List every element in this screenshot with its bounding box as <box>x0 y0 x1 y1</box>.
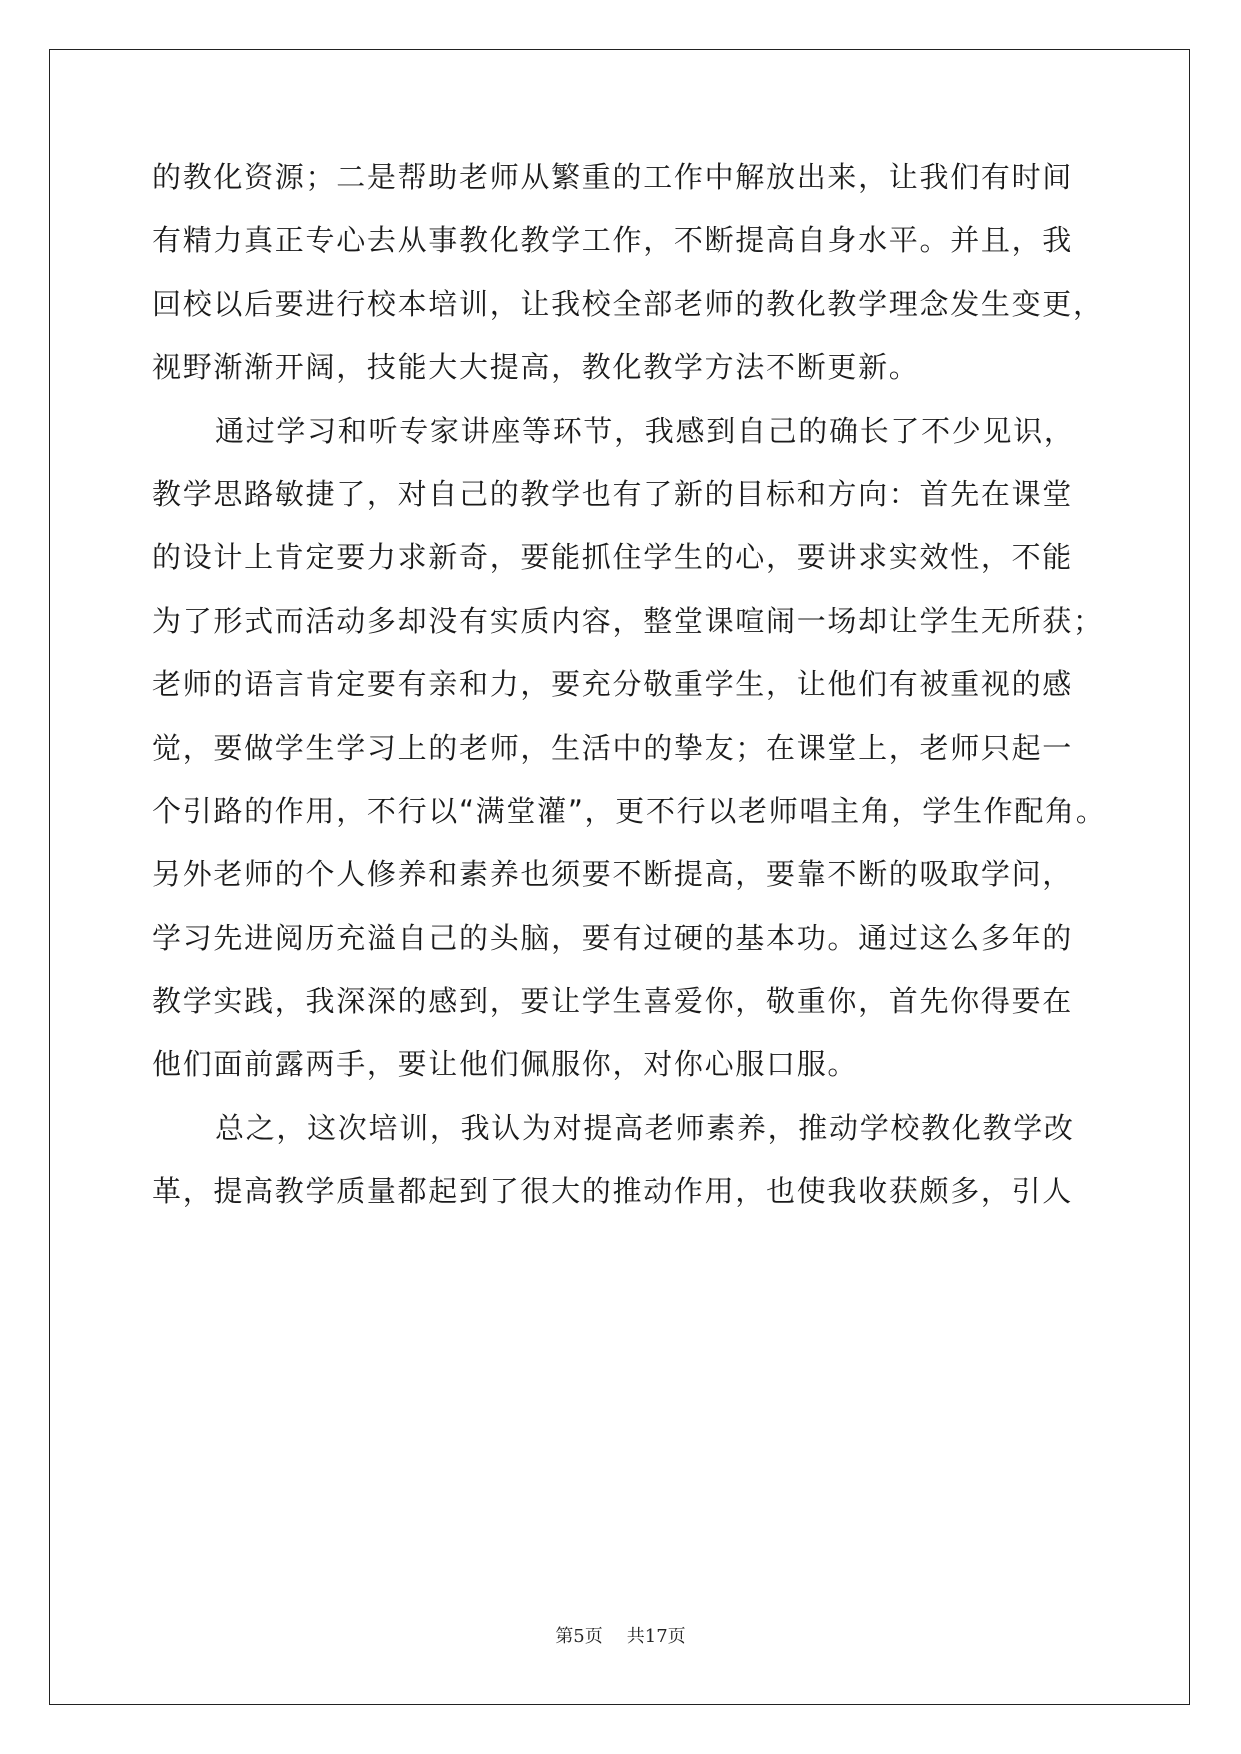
text-line: 为了形式而活动多却没有实质内容，整堂课喧闹一场却让学生无所获； <box>152 603 1104 638</box>
text-line: 回校以后要进行校本培训，让我校全部老师的教化教学理念发生变更， <box>152 286 1104 321</box>
text-line: 个引路的作用，不行以“满堂灌”，更不行以老师唱主角，学生作配角。 <box>152 793 1107 828</box>
text-line: 总之，这次培训，我认为对提高老师素养，推动学校教化教学改 <box>215 1110 1075 1145</box>
text-line: 革，提高教学质量都起到了很大的推动作用，也使我收获颇多，引人 <box>152 1174 1074 1209</box>
text-line: 学习先进阅历充溢自己的头脑，要有过硬的基本功。通过这么多年的 <box>152 920 1074 955</box>
document-body <box>152 157 1107 1235</box>
text-line: 老师的语言肯定要有亲和力，要充分敬重学生，让他们有被重视的感 <box>152 667 1074 702</box>
current-page-label: 第5页 <box>555 1626 603 1647</box>
text-line: 教学实践，我深深的感到，要让学生喜爱你，敬重你，首先你得要在 <box>152 984 1074 1019</box>
text-line: 有精力真正专心去从事教化教学工作，不断提高自身水平。并且，我 <box>152 223 1074 258</box>
text-line: 通过学习和听专家讲座等环节，我感到自己的确长了不少见识， <box>215 413 1075 448</box>
text-line: 的教化资源；二是帮助老师从繁重的工作中解放出来，让我们有时间 <box>152 160 1074 194</box>
text-line: 教学思路敏捷了，对自己的教学也有了新的目标和方向：首先在课堂 <box>152 476 1074 511</box>
text-line: 的设计上肯定要力求新奇，要能抓住学生的心，要讲求实效性，不能 <box>152 540 1074 575</box>
text-line: 视野渐渐开阔，技能大大提高，教化教学方法不断更新。 <box>152 350 920 385</box>
total-pages-label: 共17页 <box>626 1626 686 1647</box>
text-line: 他们面前露两手，要让他们佩服你，对你心服口服。 <box>152 1047 859 1082</box>
page-footer <box>0 1622 1241 1648</box>
text-line: 另外老师的个人修养和素养也须要不断提高，要靠不断的吸取学问， <box>152 857 1074 892</box>
text-line: 觉，要做学生学习上的老师，生活中的挚友；在课堂上，老师只起一 <box>152 730 1074 765</box>
